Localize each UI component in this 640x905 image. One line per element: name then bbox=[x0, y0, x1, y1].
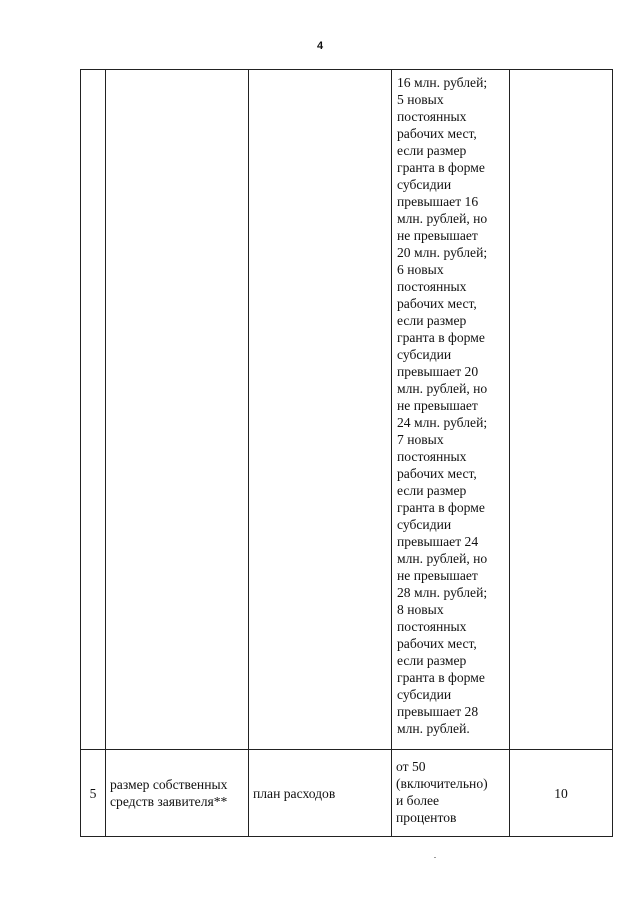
cell-score bbox=[510, 750, 613, 837]
cell-criterion bbox=[106, 750, 249, 837]
criteria-table bbox=[80, 69, 613, 837]
scan-mark bbox=[434, 857, 436, 858]
table-row-continuation bbox=[81, 70, 613, 750]
cell-row-number bbox=[81, 750, 106, 837]
criterion-text: размер собственных средств заявителя** bbox=[110, 777, 228, 809]
cell-score-empty bbox=[510, 70, 613, 750]
value-text: от 50 (включительно) и более процентов bbox=[396, 759, 488, 825]
cell-value bbox=[392, 750, 510, 837]
document-text: план расходов bbox=[253, 785, 336, 801]
score-text: 10 bbox=[554, 785, 568, 801]
jobs-requirements-text: 16 млн. рублей; 5 новых постоянных рабочих мест, если размер гранта в форме субсидии превышает 16 млн. рублей, но не превышает 20 млн. рублей; 6 новых постоянных рабочих мест, если размер гранта в форме субсидии превышает 20 млн. рублей, но не превышает 24 млн. рублей; 7 новых постоянных рабочих мест, если размер гранта в форме субсидии превышает 24 млн. рублей, но не превышает 28 млн. рублей; 8 новых постоянных рабочих мест, если размер гранта в форме субсидии превышает 28 млн. рублей. bbox=[397, 75, 488, 736]
cell-jobs-requirements bbox=[392, 70, 510, 750]
table-row-5 bbox=[81, 750, 613, 837]
page-number: 4 bbox=[316, 40, 324, 52]
cell-document-empty bbox=[249, 70, 392, 750]
cell-document bbox=[249, 750, 392, 837]
row-number: 5 bbox=[89, 785, 97, 801]
cell-criterion-empty bbox=[106, 70, 249, 750]
cell-number-empty bbox=[81, 70, 106, 750]
